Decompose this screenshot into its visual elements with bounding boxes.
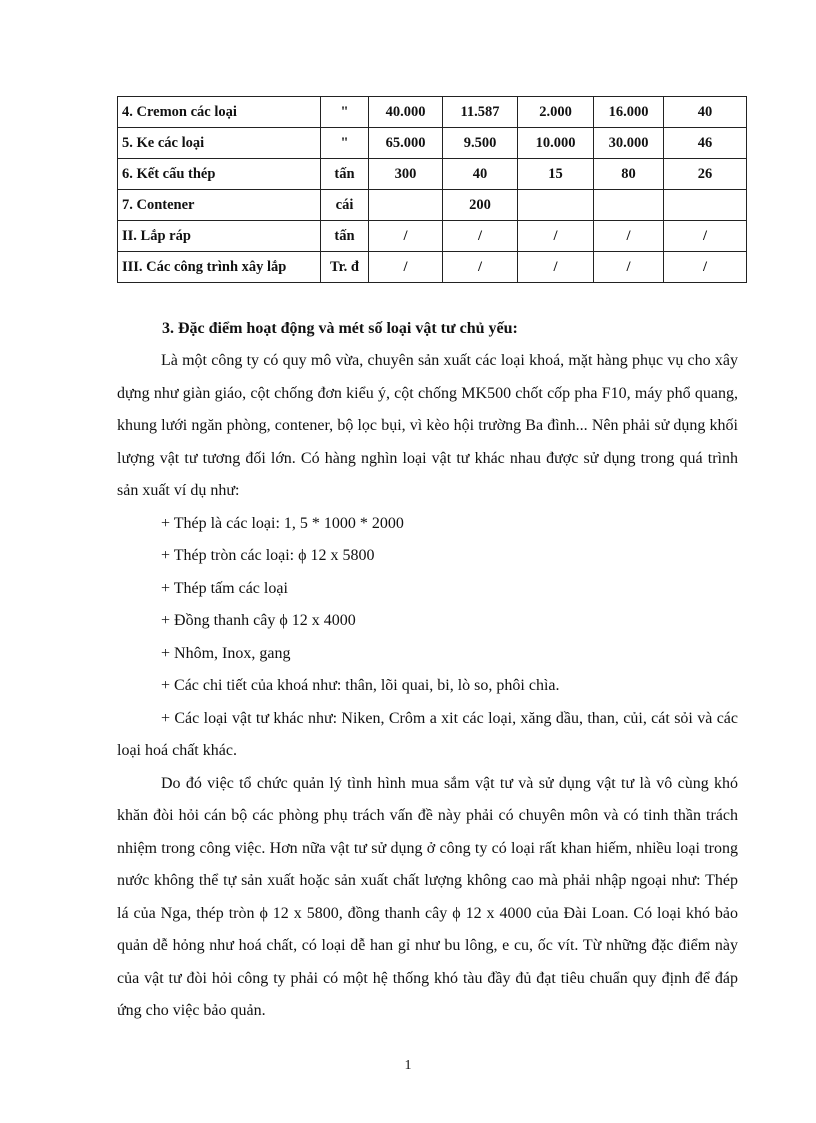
value-cell: / — [369, 252, 443, 283]
unit-cell: " — [321, 128, 369, 159]
intro-paragraph: Là một công ty có quy mô vừa, chuyên sản xuất các loại khoá, mặt hàng phục vụ cho xây dựng như giàn giáo, cột chống đơn kiểu ý, cột chống MK500 chốt cốp pha F10, máy phổ quang, khung lưới ngăn phòng, contener, bộ lọc bụi, vì kèo hội trường Ba đình... Nên phải sử dụng khối lượng vật tư tương đối lớn. Có hàng nghìn loại vật tư khác nhau được sử dụng trong quá trình sản xuất ví dụ như: — [117, 352, 738, 499]
table-row — [118, 97, 747, 128]
value-cell: / — [594, 252, 664, 283]
section-heading: 3. Đặc điểm hoạt động và mét số loại vật tư chủ yếu: — [162, 320, 518, 337]
value-cell: / — [443, 252, 518, 283]
value-cell: 200 — [443, 190, 518, 221]
value-cell: / — [518, 252, 594, 283]
unit-cell: Tr. đ — [321, 252, 369, 283]
item-name-cell: 7. Contener — [118, 190, 321, 221]
unit-cell: tấn — [321, 159, 369, 190]
page-number: 1 — [404, 1058, 412, 1073]
list-item: + Thép là các loại: 1, 5 * 1000 * 2000 — [161, 514, 404, 532]
value-cell: / — [518, 221, 594, 252]
list-item: + Đồng thanh cây ϕ 12 x 4000 — [161, 612, 356, 629]
value-cell: 65.000 — [369, 128, 443, 159]
table-row — [118, 252, 747, 283]
value-cell: 46 — [664, 128, 747, 159]
value-cell — [518, 190, 594, 221]
table-row — [118, 221, 747, 252]
value-cell: / — [664, 221, 747, 252]
list-item: + Các loại vật tư khác như: Niken, Crôm a xit các loại, xăng dầu, than, củi, cát sỏi và các loại hoá chất khác. — [117, 709, 738, 759]
list-item: + Thép tròn các loại: ϕ 12 x 5800 — [161, 547, 375, 564]
table-row — [118, 128, 747, 159]
list-item: + Thép tấm các loại — [161, 579, 288, 597]
item-name-cell: III. Các công trình xây lắp — [118, 252, 321, 283]
item-name-cell: 4. Cremon các loại — [118, 97, 321, 128]
value-cell: 16.000 — [594, 97, 664, 128]
value-cell: 30.000 — [594, 128, 664, 159]
section-body — [117, 345, 738, 1028]
table-row — [118, 190, 747, 221]
value-cell: 11.587 — [443, 97, 518, 128]
value-cell: 40.000 — [369, 97, 443, 128]
unit-cell: tấn — [321, 221, 369, 252]
closing-paragraph: Do đó việc tổ chức quản lý tình hình mua sắm vật tư và sử dụng vật tư là vô cùng khó khăn đòi hỏi cán bộ các phòng phụ trách vấn đề này phải có chuyên môn và có tinh thần trách nhiệm trong công việc. Hơn nữa vật tư sử dụng ở công ty có loại rất khan hiếm, nhiều loại trong nước không thể tự sản xuất hoặc sản xuất chất lượng không cao mà phải nhập ngoại như: Thép lá của Nga, thép tròn ϕ 12 x 5800, đồng thanh cây ϕ 12 x 4000 của Đài Loan. Có loại khó bảo quản dễ hỏng như hoá chất, có loại dễ han gỉ như bu lông, e cu, ốc vít. Từ những đặc điểm này của vật tư đòi hỏi công ty phải có một hệ thống khó tàu đầy đủ đạt tiêu chuẩn quy định để đáp ứng cho việc bảo quản. — [117, 774, 738, 1019]
item-name-cell: 6. Kết cấu thép — [118, 159, 321, 190]
value-cell: 9.500 — [443, 128, 518, 159]
value-cell: 40 — [443, 159, 518, 190]
value-cell — [594, 190, 664, 221]
value-cell: 10.000 — [518, 128, 594, 159]
list-item: + Nhôm, Inox, gang — [161, 644, 291, 662]
item-name-cell: 5. Ke các loại — [118, 128, 321, 159]
value-cell: / — [594, 221, 664, 252]
value-cell: 80 — [594, 159, 664, 190]
unit-cell: " — [321, 97, 369, 128]
value-cell: 15 — [518, 159, 594, 190]
list-item: + Các chi tiết của khoá như: thân, lõi quai, bi, lò so, phôi chìa. — [161, 677, 560, 694]
unit-cell: cái — [321, 190, 369, 221]
value-cell: 26 — [664, 159, 747, 190]
value-cell: / — [369, 221, 443, 252]
value-cell — [664, 190, 747, 221]
value-cell: 300 — [369, 159, 443, 190]
item-name-cell: II. Lắp ráp — [118, 221, 321, 252]
value-cell: / — [443, 221, 518, 252]
table-row — [118, 159, 747, 190]
value-cell — [369, 190, 443, 221]
value-cell: 40 — [664, 97, 747, 128]
materials-table — [117, 96, 747, 283]
value-cell: / — [664, 252, 747, 283]
value-cell: 2.000 — [518, 97, 594, 128]
